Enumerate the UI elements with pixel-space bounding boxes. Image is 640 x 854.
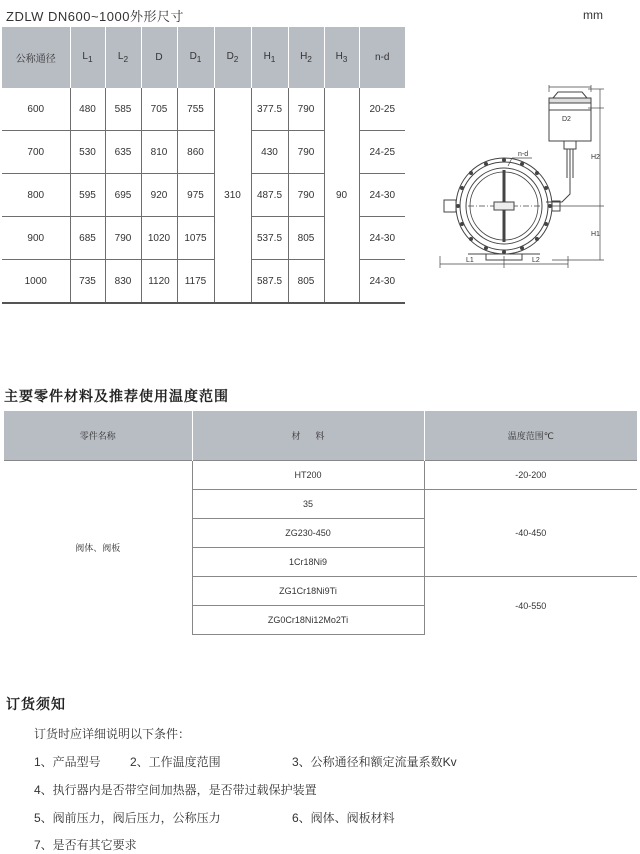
cell-h2: 805	[288, 260, 324, 304]
cell-h1: 377.5	[251, 88, 288, 131]
cell-material: ZG0Cr18Ni12Mo2Ti	[192, 606, 424, 635]
cell-temperature: -40-550	[424, 577, 637, 635]
cell-l1: 530	[70, 131, 105, 174]
header-d1: $D_1$	[177, 27, 214, 88]
cell-d: 920	[141, 174, 177, 217]
order-title: 订货须知	[6, 696, 66, 712]
cell-h2: 790	[288, 174, 324, 217]
cell-dn: 600	[27, 103, 45, 115]
order-item: 3、公称通径和额定流量系数Kv	[292, 755, 457, 769]
cell-temperature: -40-450	[424, 490, 637, 577]
label-l2: L2	[532, 257, 540, 264]
cell-h1: 537.5	[251, 217, 288, 260]
header-h1: $H_1$	[251, 27, 288, 88]
cell-nd: 24-30	[359, 217, 405, 260]
actuator	[546, 92, 591, 202]
dimension-table	[2, 27, 405, 304]
cell-d: 1020	[141, 217, 177, 260]
cell-l1: 595	[70, 174, 105, 217]
cell-material: 35	[192, 490, 424, 519]
cell-dn: 700	[27, 146, 45, 158]
order-item: 4、执行器内是否带空间加热器，是否带过载保护装置	[34, 783, 317, 797]
cell-h1: 487.5	[251, 174, 288, 217]
cell-nd: 24-25	[359, 131, 405, 174]
header-h2: $H_2$	[288, 27, 324, 88]
cell-material: 1Cr18Ni9	[192, 548, 424, 577]
label-h2: H2	[591, 154, 600, 161]
dimension-row	[2, 88, 405, 131]
cell-material: HT200	[192, 461, 424, 490]
order-item: 2、工作温度范围	[130, 755, 221, 769]
valve-drawing	[428, 84, 608, 274]
header-l1: $L_1$	[70, 27, 105, 88]
cell-h2: 790	[288, 88, 324, 131]
cell-l1: 735	[70, 260, 105, 304]
header-h3: $H_3$	[324, 27, 359, 88]
cell-h1: 430	[251, 131, 288, 174]
header-temperature: 温度范围℃	[424, 411, 637, 461]
cell-h1: 587.5	[251, 260, 288, 304]
label-h1: H1	[591, 231, 600, 238]
cell-d: 1120	[141, 260, 177, 304]
label-d2: D2	[562, 116, 571, 123]
cell-l2: 790	[105, 217, 141, 260]
materials-table	[4, 411, 637, 635]
unit-label: mm	[583, 8, 603, 22]
header-nd: n-d	[359, 27, 405, 88]
header-dn: 公称通径	[2, 27, 70, 88]
cell-dn: 800	[27, 189, 45, 201]
cell-l1: 480	[70, 88, 105, 131]
cell-dn: 900	[27, 232, 45, 244]
cell-material: ZG230-450	[192, 519, 424, 548]
materials-row	[4, 461, 637, 490]
cell-d1: 1075	[177, 217, 214, 260]
order-item: 5、阀前压力，阀后压力，公称压力	[34, 811, 221, 825]
cell-d1: 1175	[177, 260, 214, 304]
cell-d1: 975	[177, 174, 214, 217]
cell-dn: 1000	[24, 275, 47, 287]
cell-l1: 685	[70, 217, 105, 260]
cell-part-name: 阀体、阀板	[4, 461, 192, 635]
cell-nd: 20-25	[359, 88, 405, 131]
header-d: D	[141, 27, 177, 88]
dimension-header-row	[2, 27, 405, 88]
valve-body	[444, 158, 560, 260]
header-l2: $L_2$	[105, 27, 141, 88]
label-nd: n-d	[518, 151, 529, 158]
order-item: 1、产品型号	[34, 755, 101, 769]
order-item: 7、是否有其它要求	[34, 838, 137, 852]
cell-l2: 635	[105, 131, 141, 174]
order-intro: 订货时应详细说明以下条件：	[34, 727, 191, 741]
dimension-title: ZDLW DN600~1000外形尺寸	[6, 9, 184, 24]
cell-l2: 830	[105, 260, 141, 304]
cell-nd: 24-30	[359, 174, 405, 217]
cell-d2-common: 310	[214, 88, 251, 303]
label-l1: L1	[466, 257, 474, 264]
cell-l2: 585	[105, 88, 141, 131]
materials-title: 主要零件材料及推荐使用温度范围	[4, 388, 229, 404]
cell-h2: 805	[288, 217, 324, 260]
header-material: 材 料	[192, 411, 424, 461]
cell-d1: 755	[177, 88, 214, 131]
cell-nd: 24-30	[359, 260, 405, 304]
header-part-name: 零件名称	[4, 411, 192, 461]
cell-material: ZG1Cr18Ni9Ti	[192, 577, 424, 606]
cell-d1: 860	[177, 131, 214, 174]
order-item: 6、阀体、阀板材料	[292, 811, 395, 825]
materials-header-row	[4, 411, 637, 461]
cell-temperature: -20-200	[424, 461, 637, 490]
cell-d: 810	[141, 131, 177, 174]
header-d2: $D_2$	[214, 27, 251, 88]
cell-d: 705	[141, 88, 177, 131]
cell-h3-common: 90	[324, 88, 359, 303]
cell-h2: 790	[288, 131, 324, 174]
cell-l2: 695	[105, 174, 141, 217]
